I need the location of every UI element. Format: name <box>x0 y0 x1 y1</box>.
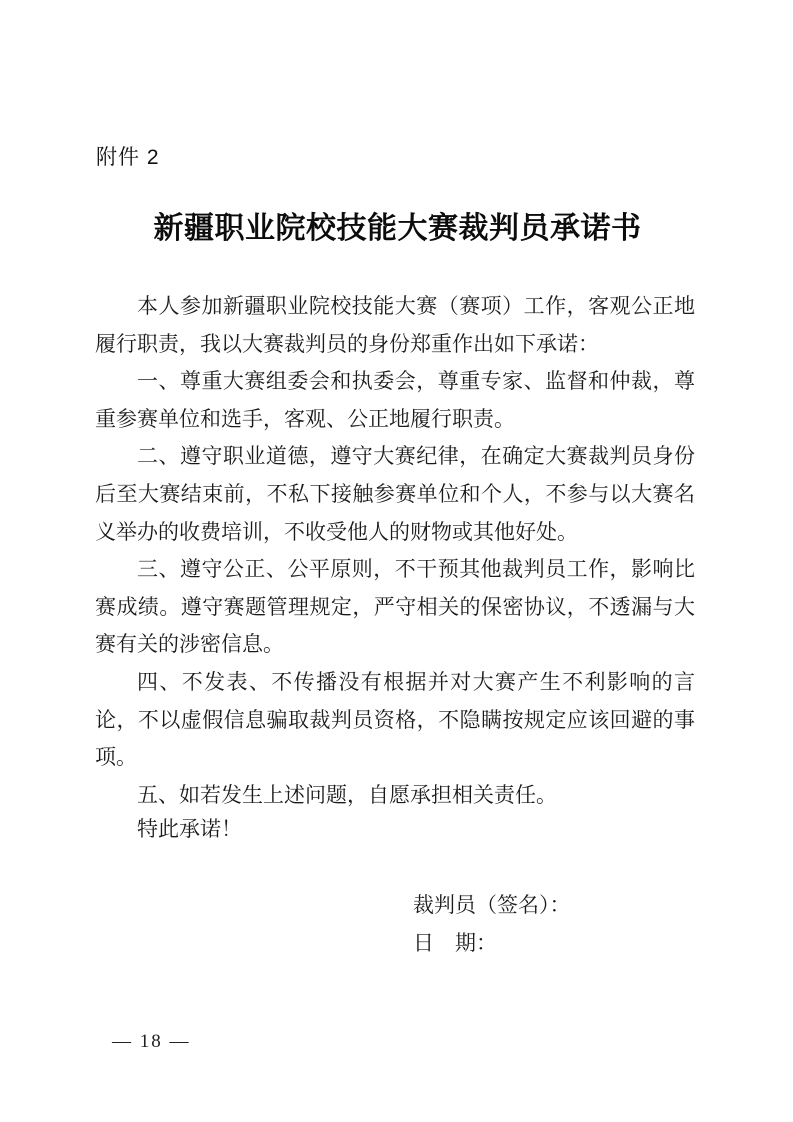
clause-3: 三、遵守公正、公平原则，不干预其他裁判员工作，影响比赛成绩。遵守赛题管理规定，严守相关的保密协议，不透漏与大赛有关的涉密信息。 <box>95 557 695 657</box>
clause-2: 二、遵守职业道德，遵守大赛纪律，在确定大赛裁判员身份后至大赛结束前，不私下接触参赛单位和个人，不参与以大赛名义举办的收费培训，不收受他人的财物或其他好处。 <box>95 444 695 544</box>
document-title: 新疆职业院校技能大赛裁判员承诺书 <box>153 212 642 245</box>
paragraph-intro: 本人参加新疆职业院校技能大赛（赛项）工作，客观公正地履行职责，我以大赛裁判员的身份郑重作出如下承诺： <box>95 294 695 356</box>
document-body <box>95 288 695 814</box>
closing-statement: 特此承诺！ <box>137 817 242 841</box>
clause-1: 一、尊重大赛组委会和执委会，尊重专家、监督和仲裁，尊重参赛单位和选手，客观、公正地履行职责。 <box>95 369 695 431</box>
clause-4: 四、不发表、不传播没有根据并对大赛产生不利影响的言论，不以虚假信息骗取裁判员资格，不隐瞒按规定应该回避的事项。 <box>95 669 695 770</box>
attachment-label: 附件 2 <box>96 146 160 169</box>
page-number: — 18 — <box>112 1031 191 1052</box>
clause-5: 五、如若发生上述问题，自愿承担相关责任。 <box>137 782 557 807</box>
signature-block <box>413 886 571 962</box>
judge-signature-label: 裁判员（签名）： <box>413 893 571 917</box>
date-label: 日 期： <box>413 931 497 955</box>
